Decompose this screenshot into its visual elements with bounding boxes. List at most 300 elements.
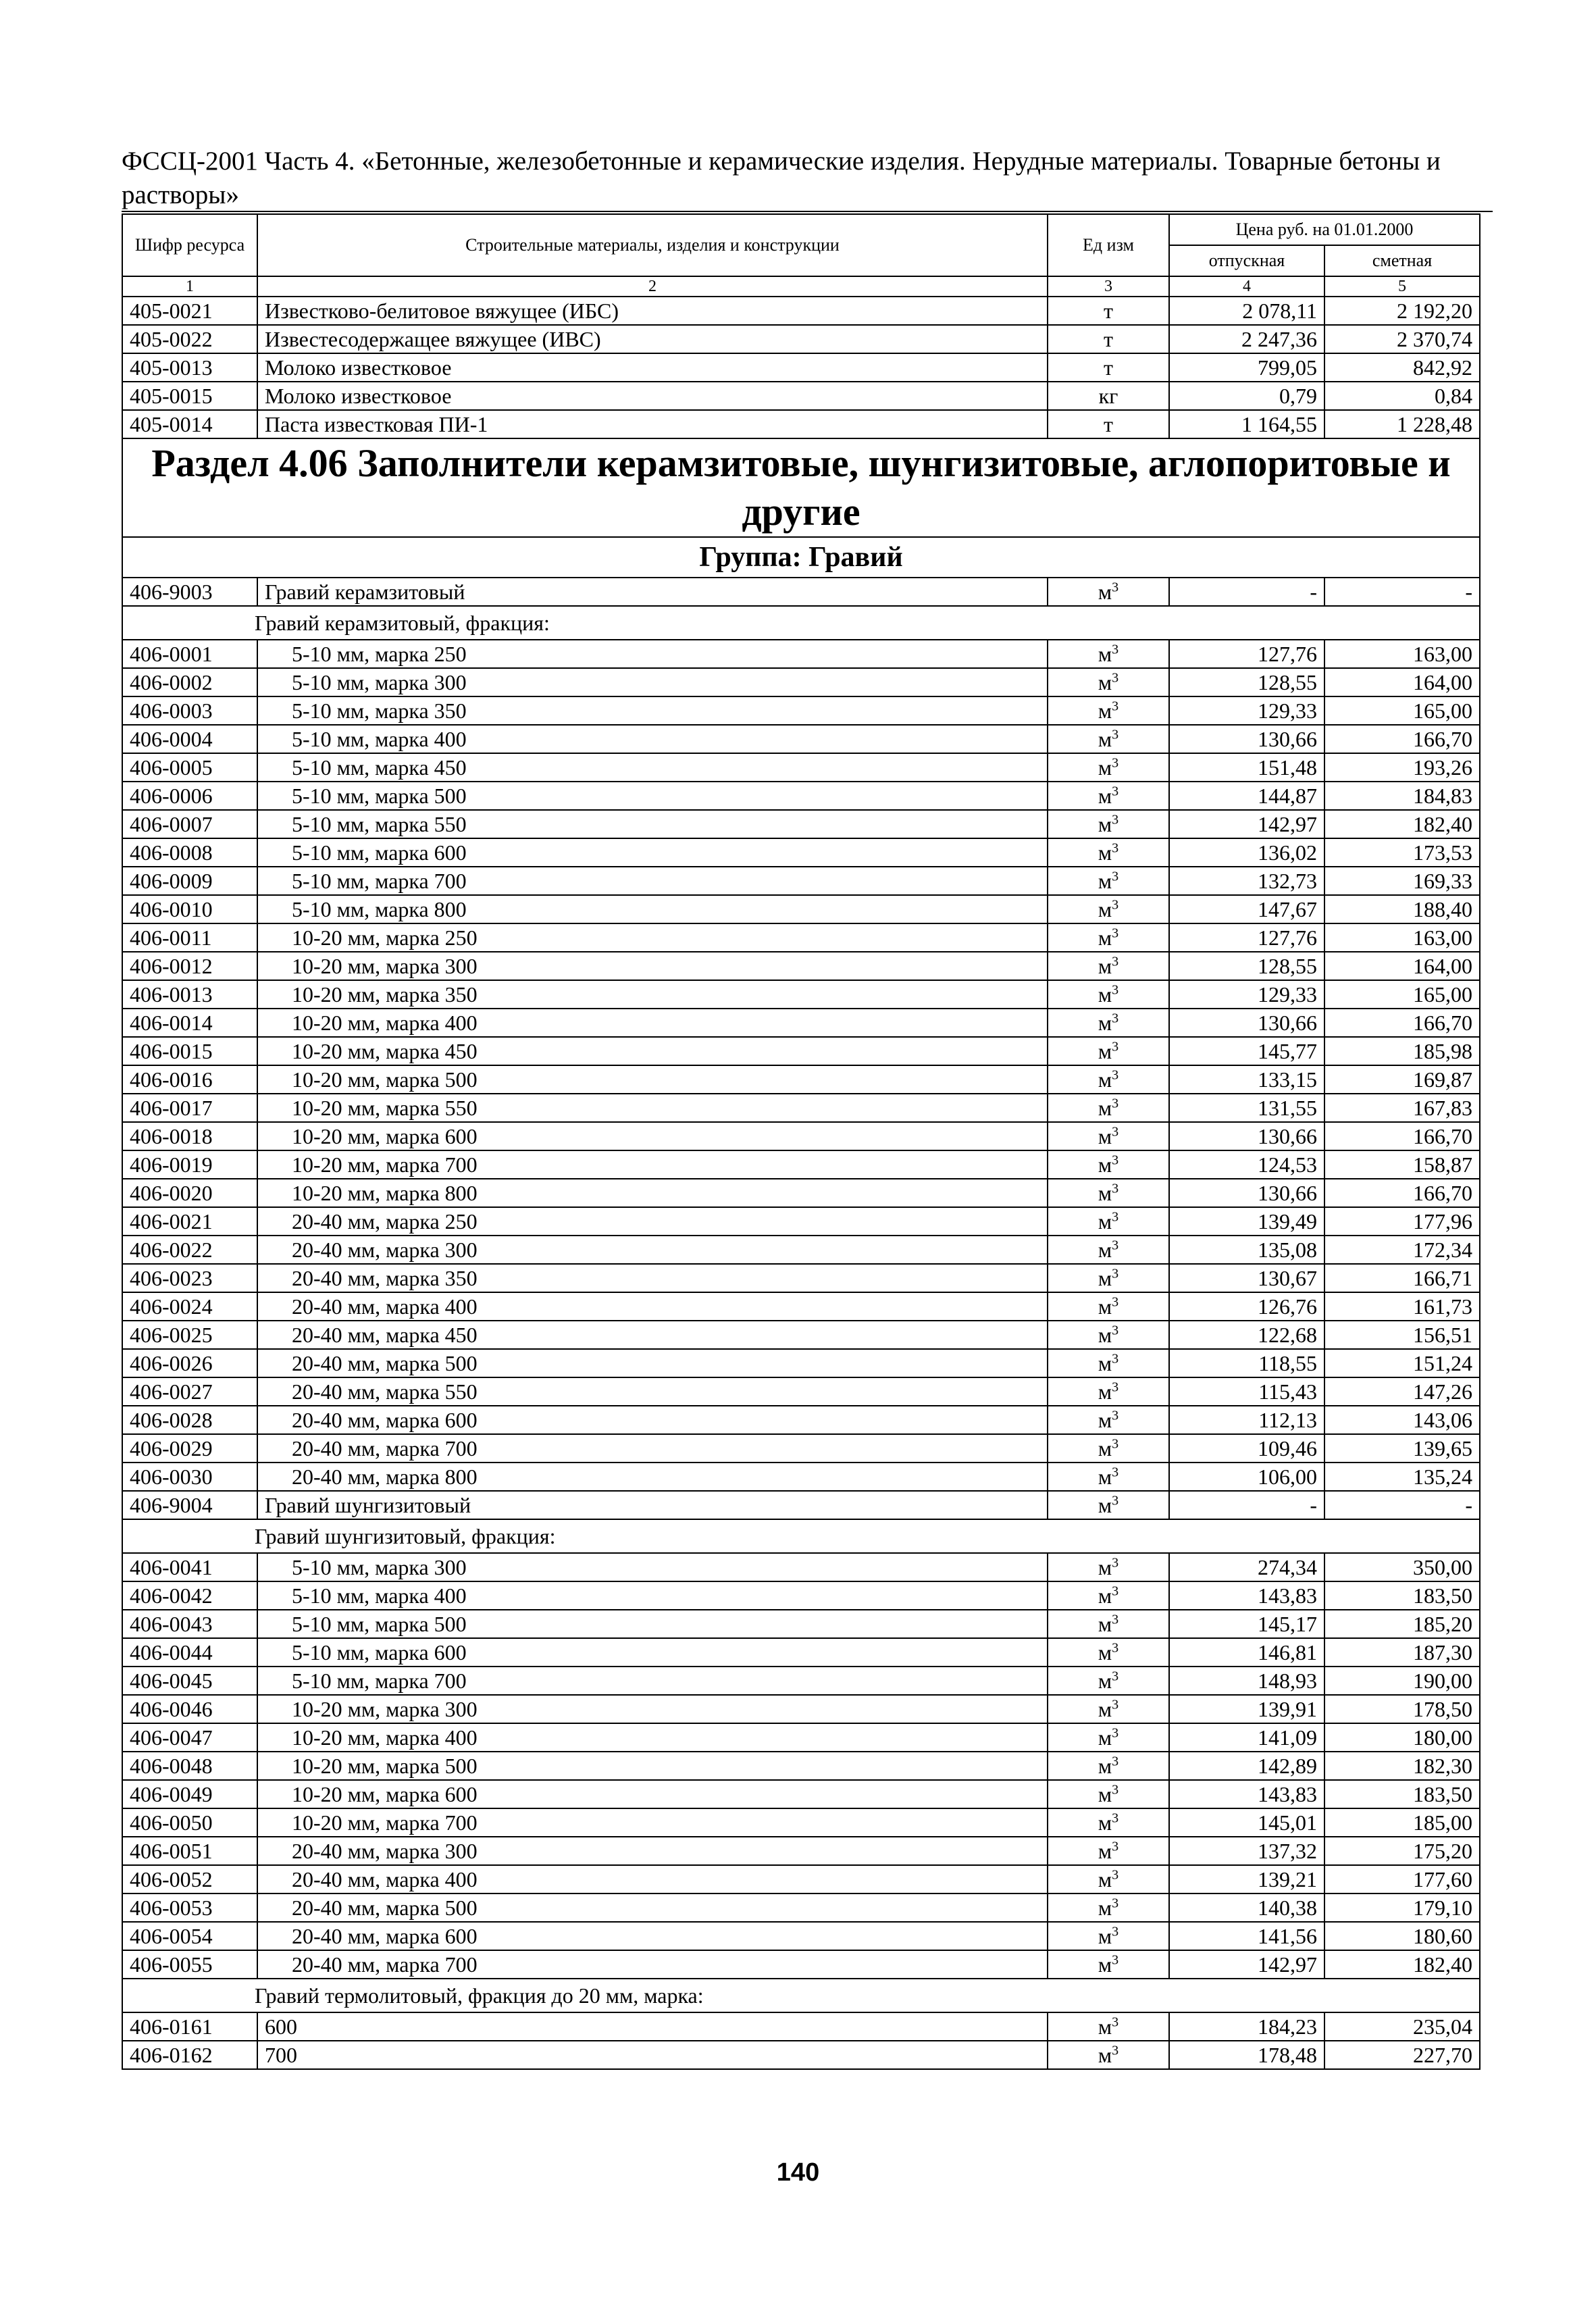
unit-superscript: 3: [1112, 1096, 1119, 1111]
price-estimate: 842,92: [1324, 353, 1480, 382]
table-row: [122, 1292, 1480, 1321]
unit-superscript: 3: [1112, 1323, 1119, 1338]
resource-code: 406-0020: [122, 1179, 257, 1207]
price-estimate: 166,71: [1324, 1264, 1480, 1292]
unit-superscript: 3: [1112, 1896, 1119, 1911]
resource-code: 405-0015: [122, 382, 257, 410]
price-release: 1 164,55: [1169, 410, 1324, 438]
unit-cell: [1048, 1553, 1169, 1581]
unit-superscript: 3: [1112, 1436, 1119, 1452]
price-estimate: -: [1324, 578, 1480, 606]
price-release: 130,66: [1169, 1179, 1324, 1207]
resource-code: 406-0014: [122, 1009, 257, 1037]
material-name: 10-20 мм, марка 400: [257, 1009, 1048, 1037]
resource-code: 406-0009: [122, 867, 257, 895]
unit-cell: т: [1048, 325, 1169, 353]
price-estimate: 350,00: [1324, 1553, 1480, 1581]
unit-cell: [1048, 1009, 1169, 1037]
table-row: [122, 1723, 1480, 1752]
price-estimate: 227,70: [1324, 2041, 1480, 2069]
resource-code: 406-0045: [122, 1667, 257, 1695]
unit-superscript: 3: [1112, 1351, 1119, 1367]
material-name: 20-40 мм, марка 600: [257, 1406, 1048, 1434]
unit-cell: [1048, 1377, 1169, 1406]
unit-text: м: [1098, 727, 1112, 751]
unit-superscript: 3: [1112, 1669, 1119, 1684]
price-release: 142,89: [1169, 1752, 1324, 1780]
unit-text: м: [1098, 1669, 1112, 1693]
subgroup-row: [122, 606, 1480, 640]
material-name: 10-20 мм, марка 350: [257, 980, 1048, 1009]
material-name: 10-20 мм, марка 700: [257, 1150, 1048, 1179]
price-estimate: 235,04: [1324, 2012, 1480, 2041]
table-row: [122, 1695, 1480, 1723]
table-row: [122, 1179, 1480, 1207]
price-release: 145,01: [1169, 1808, 1324, 1837]
material-name: 20-40 мм, марка 700: [257, 1950, 1048, 1979]
table-row: [122, 753, 1480, 782]
price-estimate: 182,40: [1324, 810, 1480, 838]
unit-cell: [1048, 867, 1169, 895]
unit-cell: т: [1048, 410, 1169, 438]
price-estimate: 143,06: [1324, 1406, 1480, 1434]
material-name: 10-20 мм, марка 550: [257, 1094, 1048, 1122]
unit-cell: [1048, 1122, 1169, 1150]
material-name: 5-10 мм, марка 600: [257, 1638, 1048, 1667]
price-estimate: 147,26: [1324, 1377, 1480, 1406]
price-estimate: 179,10: [1324, 1893, 1480, 1922]
unit-text: м: [1098, 1583, 1112, 1608]
unit-superscript: 3: [1112, 812, 1119, 828]
table-row: [122, 1865, 1480, 1893]
unit-superscript: 3: [1112, 755, 1119, 771]
resource-code: 406-0006: [122, 782, 257, 810]
unit-text: м: [1098, 580, 1112, 604]
unit-superscript: 3: [1112, 1754, 1119, 1769]
price-estimate: 165,00: [1324, 696, 1480, 725]
unit-superscript: 3: [1112, 1067, 1119, 1083]
resource-code: 406-0017: [122, 1094, 257, 1122]
price-release: 109,46: [1169, 1434, 1324, 1463]
unit-superscript: 3: [1112, 698, 1119, 714]
table-row: [122, 1434, 1480, 1463]
unit-cell: т: [1048, 353, 1169, 382]
column-numbers-row: [122, 276, 1480, 297]
price-release: 130,66: [1169, 1122, 1324, 1150]
price-estimate: 165,00: [1324, 980, 1480, 1009]
resource-code: 406-0051: [122, 1837, 257, 1865]
price-release: 136,02: [1169, 838, 1324, 867]
price-estimate: 0,84: [1324, 382, 1480, 410]
unit-text: м: [1098, 1096, 1112, 1120]
material-name: 20-40 мм, марка 250: [257, 1207, 1048, 1236]
resource-code: 405-0014: [122, 410, 257, 438]
resource-code: 406-0048: [122, 1752, 257, 1780]
table-row: [122, 2012, 1480, 2041]
price-estimate: 185,20: [1324, 1610, 1480, 1638]
price-release: 140,38: [1169, 1893, 1324, 1922]
unit-cell: [1048, 1922, 1169, 1950]
resource-code: 406-0046: [122, 1695, 257, 1723]
material-name: 20-40 мм, марка 300: [257, 1236, 1048, 1264]
resource-code: 406-0049: [122, 1780, 257, 1808]
table-row: [122, 810, 1480, 838]
unit-superscript: 3: [1112, 1555, 1119, 1571]
price-release: 184,23: [1169, 2012, 1324, 2041]
price-release: 133,15: [1169, 1065, 1324, 1094]
unit-cell: [1048, 1037, 1169, 1065]
table-row: [122, 838, 1480, 867]
material-name: 5-10 мм, марка 700: [257, 1667, 1048, 1695]
resource-code: 406-0047: [122, 1723, 257, 1752]
price-release: 178,48: [1169, 2041, 1324, 2069]
price-release: 118,55: [1169, 1349, 1324, 1377]
price-estimate: 182,40: [1324, 1950, 1480, 1979]
unit-text: м: [1098, 954, 1112, 978]
material-name: Гравий шунгизитовый: [257, 1491, 1048, 1519]
col-header-estimate: сметная: [1324, 245, 1480, 276]
unit-cell: [1048, 725, 1169, 753]
price-estimate: 184,83: [1324, 782, 1480, 810]
price-estimate: 180,00: [1324, 1723, 1480, 1752]
unit-text: м: [1098, 1181, 1112, 1205]
price-release: 128,55: [1169, 952, 1324, 980]
unit-superscript: 3: [1112, 1810, 1119, 1826]
unit-text: м: [1098, 1612, 1112, 1636]
unit-cell: [1048, 1610, 1169, 1638]
unit-superscript: 3: [1112, 670, 1119, 686]
material-name: Паста известковая ПИ-1: [257, 410, 1048, 438]
unit-text: м: [1098, 2043, 1112, 2067]
resource-code: 406-0011: [122, 923, 257, 952]
unit-cell: [1048, 1837, 1169, 1865]
resource-code: 406-0003: [122, 696, 257, 725]
unit-cell: [1048, 1349, 1169, 1377]
price-release: 2 247,36: [1169, 325, 1324, 353]
resource-code: 406-0018: [122, 1122, 257, 1150]
unit-text: м: [1098, 1839, 1112, 1863]
table-row: [122, 1037, 1480, 1065]
table-row: [122, 410, 1480, 438]
unit-text: м: [1098, 1782, 1112, 1806]
table-row: [122, 1349, 1480, 1377]
unit-superscript: 3: [1112, 1583, 1119, 1599]
unit-superscript: 3: [1112, 1697, 1119, 1712]
price-estimate: 164,00: [1324, 668, 1480, 696]
material-name: 10-20 мм, марка 700: [257, 1808, 1048, 1837]
unit-cell: т: [1048, 297, 1169, 325]
resource-code: 406-0054: [122, 1922, 257, 1950]
col-header-unit: Ед изм: [1048, 214, 1169, 276]
price-estimate: 193,26: [1324, 753, 1480, 782]
unit-text: м: [1098, 1011, 1112, 1035]
table-row: [122, 1581, 1480, 1610]
resource-code: 406-0024: [122, 1292, 257, 1321]
unit-text: м: [1098, 2014, 1112, 2039]
material-name: 600: [257, 2012, 1048, 2041]
section-title: Раздел 4.06 Заполнители керамзитовые, шунгизитовые, аглопоритовые и другие: [122, 438, 1480, 537]
page-number: 140: [776, 2158, 820, 2187]
material-name: 5-10 мм, марка 300: [257, 668, 1048, 696]
material-name: 20-40 мм, марка 500: [257, 1893, 1048, 1922]
table-row: [122, 1922, 1480, 1950]
price-estimate: 188,40: [1324, 895, 1480, 923]
price-release: 0,79: [1169, 382, 1324, 410]
unit-text: м: [1098, 1896, 1112, 1920]
resource-code: 406-0026: [122, 1349, 257, 1377]
resource-code: 406-0023: [122, 1264, 257, 1292]
resource-code: 406-0162: [122, 2041, 257, 2069]
col-number: 3: [1048, 276, 1169, 297]
resource-code: 406-0015: [122, 1037, 257, 1065]
price-release: 141,56: [1169, 1922, 1324, 1950]
resource-code: 406-0004: [122, 725, 257, 753]
price-release: 274,34: [1169, 1553, 1324, 1581]
unit-cell: [1048, 1292, 1169, 1321]
price-release: 143,83: [1169, 1581, 1324, 1610]
price-estimate: -: [1324, 1491, 1480, 1519]
unit-cell: [1048, 1065, 1169, 1094]
unit-superscript: 3: [1112, 1640, 1119, 1656]
unit-superscript: 3: [1112, 1612, 1119, 1627]
price-release: 129,33: [1169, 696, 1324, 725]
unit-cell: [1048, 1321, 1169, 1349]
unit-cell: [1048, 923, 1169, 952]
unit-text: м: [1098, 1152, 1112, 1177]
resource-code: 406-0012: [122, 952, 257, 980]
material-name: 700: [257, 2041, 1048, 2069]
col-header-name: Строительные материалы, изделия и конструкции: [257, 214, 1048, 276]
material-name: 5-10 мм, марка 450: [257, 753, 1048, 782]
unit-text: м: [1098, 642, 1112, 666]
unit-superscript: 3: [1112, 1152, 1119, 1168]
price-release: 126,76: [1169, 1292, 1324, 1321]
material-name: 5-10 мм, марка 500: [257, 1610, 1048, 1638]
material-name: 10-20 мм, марка 250: [257, 923, 1048, 952]
table-row: [122, 1780, 1480, 1808]
material-name: Молоко известковое: [257, 353, 1048, 382]
table-row: [122, 1638, 1480, 1667]
price-release: 132,73: [1169, 867, 1324, 895]
table-row: [122, 1236, 1480, 1264]
table-row: [122, 1610, 1480, 1638]
material-name: 5-10 мм, марка 500: [257, 782, 1048, 810]
resource-code: 406-0028: [122, 1406, 257, 1434]
group-title: Группа: Гравий: [122, 537, 1480, 578]
resource-code: 406-0052: [122, 1865, 257, 1893]
table-row: [122, 297, 1480, 325]
price-estimate: 173,53: [1324, 838, 1480, 867]
unit-text: м: [1098, 1493, 1112, 1517]
price-release: 130,67: [1169, 1264, 1324, 1292]
unit-text: м: [1098, 1351, 1112, 1375]
price-release: 124,53: [1169, 1150, 1324, 1179]
table-row: [122, 923, 1480, 952]
price-release: -: [1169, 1491, 1324, 1519]
unit-superscript: 3: [1112, 1238, 1119, 1253]
unit-superscript: 3: [1112, 925, 1119, 941]
price-release: 106,00: [1169, 1463, 1324, 1491]
resource-code: 406-0030: [122, 1463, 257, 1491]
table-row: [122, 640, 1480, 668]
price-release: 137,32: [1169, 1837, 1324, 1865]
subgroup-label: Гравий шунгизитовый, фракция:: [122, 1519, 1480, 1553]
price-estimate: 185,00: [1324, 1808, 1480, 1837]
resource-code: 406-0022: [122, 1236, 257, 1264]
price-estimate: 169,87: [1324, 1065, 1480, 1094]
price-table-body: [122, 214, 1480, 2069]
unit-cell: кг: [1048, 382, 1169, 410]
unit-cell: [1048, 1752, 1169, 1780]
col-header-code: Шифр ресурса: [122, 214, 257, 276]
material-name: 5-10 мм, марка 350: [257, 696, 1048, 725]
material-name: 5-10 мм, марка 400: [257, 725, 1048, 753]
resource-code: 406-0019: [122, 1150, 257, 1179]
price-estimate: 178,50: [1324, 1695, 1480, 1723]
unit-superscript: 3: [1112, 982, 1119, 998]
material-name: Гравий керамзитовый: [257, 578, 1048, 606]
price-estimate: 172,34: [1324, 1236, 1480, 1264]
unit-cell: [1048, 782, 1169, 810]
price-estimate: 177,60: [1324, 1865, 1480, 1893]
table-row: [122, 1009, 1480, 1037]
table-row: [122, 1752, 1480, 1780]
unit-text: м: [1098, 812, 1112, 836]
resource-code: 406-0008: [122, 838, 257, 867]
unit-text: м: [1098, 1436, 1112, 1460]
price-estimate: 180,60: [1324, 1922, 1480, 1950]
resource-code: 405-0013: [122, 353, 257, 382]
resource-code: 406-0044: [122, 1638, 257, 1667]
price-estimate: 166,70: [1324, 1009, 1480, 1037]
table-row: [122, 952, 1480, 980]
price-estimate: 1 228,48: [1324, 410, 1480, 438]
material-name: 20-40 мм, марка 800: [257, 1463, 1048, 1491]
table-row: [122, 1406, 1480, 1434]
unit-superscript: 3: [1112, 1408, 1119, 1423]
table-row: [122, 1377, 1480, 1406]
resource-code: 406-0007: [122, 810, 257, 838]
table-row: [122, 1065, 1480, 1094]
resource-code: 406-0016: [122, 1065, 257, 1094]
resource-code: 406-0025: [122, 1321, 257, 1349]
unit-superscript: 3: [1112, 1782, 1119, 1798]
price-estimate: 161,73: [1324, 1292, 1480, 1321]
material-name: 20-40 мм, марка 450: [257, 1321, 1048, 1349]
unit-text: м: [1098, 1555, 1112, 1579]
unit-cell: [1048, 1094, 1169, 1122]
page-header: ФССЦ-2001 Часть 4. «Бетонные, железобетонные и керамические изделия. Нерудные материалы. Товарные бетоны и растворы»: [122, 147, 1441, 209]
table-row: [122, 1264, 1480, 1292]
table-row: [122, 668, 1480, 696]
material-name: 20-40 мм, марка 500: [257, 1349, 1048, 1377]
unit-superscript: 3: [1112, 1952, 1119, 1968]
table-row: [122, 353, 1480, 382]
price-release: 115,43: [1169, 1377, 1324, 1406]
unit-text: м: [1098, 925, 1112, 950]
unit-text: м: [1098, 755, 1112, 780]
unit-text: м: [1098, 1952, 1112, 1977]
unit-cell: [1048, 1695, 1169, 1723]
header-rule: [122, 211, 1493, 212]
resource-code: 406-0029: [122, 1434, 257, 1463]
subgroup-label: Гравий керамзитовый, фракция:: [122, 606, 1480, 640]
unit-text: м: [1098, 670, 1112, 694]
table-row: [122, 1553, 1480, 1581]
unit-text: м: [1098, 897, 1112, 921]
material-name: 5-10 мм, марка 800: [257, 895, 1048, 923]
unit-superscript: 3: [1112, 1209, 1119, 1225]
price-release: 145,17: [1169, 1610, 1324, 1638]
unit-text: м: [1098, 1810, 1112, 1835]
material-name: 20-40 мм, марка 700: [257, 1434, 1048, 1463]
unit-superscript: 3: [1112, 784, 1119, 799]
unit-text: м: [1098, 698, 1112, 723]
unit-text: м: [1098, 1209, 1112, 1234]
unit-cell: [1048, 952, 1169, 980]
unit-text: м: [1098, 1323, 1112, 1347]
price-estimate: 151,24: [1324, 1349, 1480, 1377]
unit-cell: [1048, 1434, 1169, 1463]
material-name: 5-10 мм, марка 700: [257, 867, 1048, 895]
unit-cell: [1048, 810, 1169, 838]
unit-cell: [1048, 1491, 1169, 1519]
price-release: 139,21: [1169, 1865, 1324, 1893]
price-release: 139,49: [1169, 1207, 1324, 1236]
price-release: 130,66: [1169, 725, 1324, 753]
price-estimate: 187,30: [1324, 1638, 1480, 1667]
material-name: 20-40 мм, марка 300: [257, 1837, 1048, 1865]
table-row: [122, 980, 1480, 1009]
unit-cell: [1048, 753, 1169, 782]
unit-text: м: [1098, 1124, 1112, 1148]
material-name: 10-20 мм, марка 450: [257, 1037, 1048, 1065]
price-estimate: 164,00: [1324, 952, 1480, 980]
material-name: 5-10 мм, марка 250: [257, 640, 1048, 668]
price-estimate: 2 192,20: [1324, 297, 1480, 325]
table-row: [122, 1122, 1480, 1150]
price-estimate: 163,00: [1324, 923, 1480, 952]
resource-code: 406-0001: [122, 640, 257, 668]
resource-code: 406-9004: [122, 1491, 257, 1519]
material-name: 10-20 мм, марка 300: [257, 1695, 1048, 1723]
resource-code: 406-0053: [122, 1893, 257, 1922]
price-release: 130,66: [1169, 1009, 1324, 1037]
unit-superscript: 3: [1112, 1124, 1119, 1140]
price-estimate: 158,87: [1324, 1150, 1480, 1179]
unit-text: м: [1098, 1924, 1112, 1948]
col-header-release: отпускная: [1169, 245, 1324, 276]
unit-superscript: 3: [1112, 1465, 1119, 1480]
price-release: 135,08: [1169, 1236, 1324, 1264]
price-release: 148,93: [1169, 1667, 1324, 1695]
unit-cell: [1048, 1463, 1169, 1491]
group-row: [122, 537, 1480, 578]
unit-superscript: 3: [1112, 580, 1119, 595]
price-release: 143,83: [1169, 1780, 1324, 1808]
price-estimate: 177,96: [1324, 1207, 1480, 1236]
table-row: [122, 725, 1480, 753]
table-header-row: [122, 214, 1480, 245]
unit-cell: [1048, 668, 1169, 696]
material-name: Молоко известковое: [257, 382, 1048, 410]
material-name: 10-20 мм, марка 500: [257, 1065, 1048, 1094]
unit-cell: [1048, 1950, 1169, 1979]
price-release: 127,76: [1169, 923, 1324, 952]
unit-superscript: 3: [1112, 1011, 1119, 1026]
unit-superscript: 3: [1112, 2014, 1119, 2030]
unit-superscript: 3: [1112, 1725, 1119, 1741]
